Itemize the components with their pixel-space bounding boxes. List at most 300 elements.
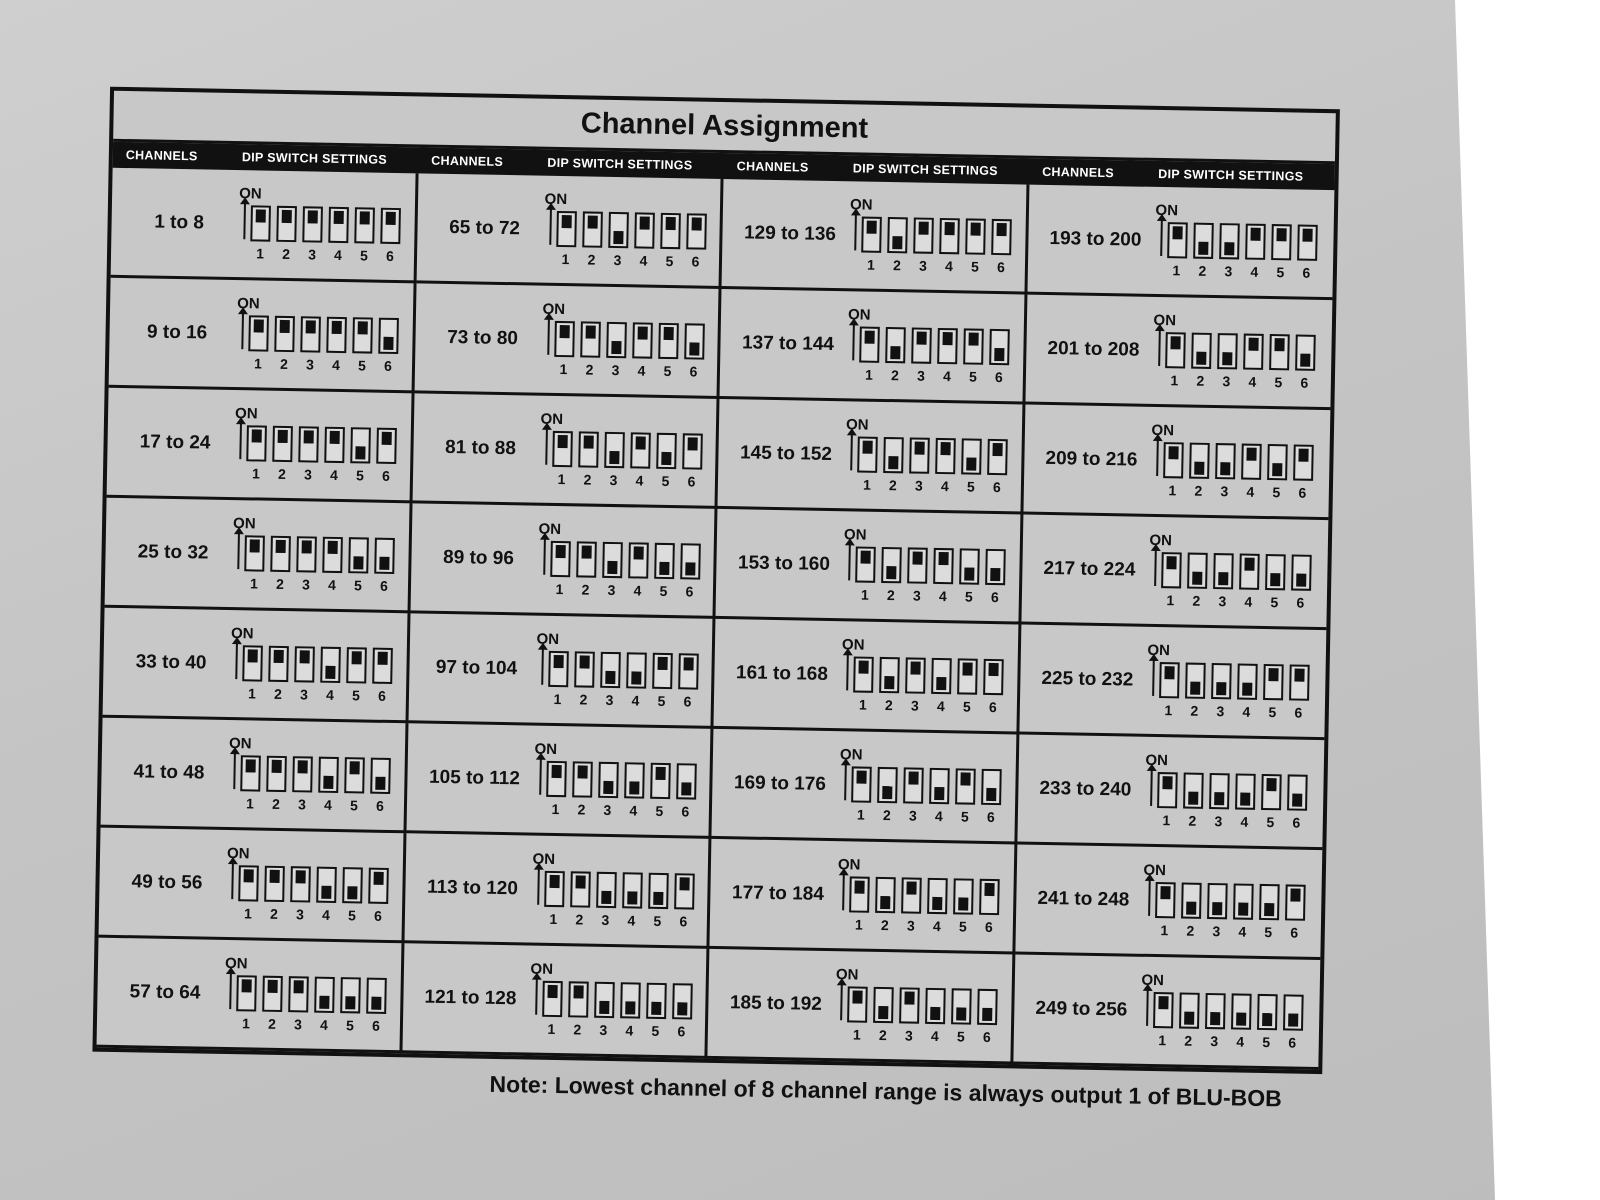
dip-switch-off — [989, 328, 1010, 364]
dip-switch-on — [1289, 664, 1310, 700]
dip-switch-on — [1285, 884, 1306, 920]
switch-number: 1 — [866, 256, 876, 273]
switch-bank — [861, 216, 1012, 255]
switch-bank — [544, 870, 695, 909]
switch-number: 6 — [677, 1022, 686, 1039]
switch-knob — [1168, 446, 1178, 459]
switch-bank — [853, 656, 1004, 695]
switch-knob — [1170, 336, 1180, 349]
switch-numbers — [541, 1020, 691, 1039]
on-label: ON — [230, 624, 254, 642]
switch-knob — [884, 676, 894, 689]
arrow-up-icon — [846, 654, 849, 690]
table-title: Channel Assignment — [113, 91, 1336, 164]
switch-number: 3 — [1224, 262, 1233, 279]
switch-number: 6 — [994, 368, 1003, 385]
switch-numbers — [553, 360, 703, 379]
dip-switch-off — [594, 981, 615, 1017]
switch-bank — [859, 326, 1010, 365]
dip-switch-off — [1179, 992, 1200, 1028]
switch-knob — [910, 661, 920, 674]
dip-switch-off — [1211, 663, 1232, 699]
dip-switch-on — [546, 760, 567, 796]
switch-bank — [851, 766, 1002, 805]
switch-number: 4 — [938, 587, 947, 604]
dip-switch-off — [606, 321, 627, 357]
dip-switch-on — [1245, 223, 1266, 259]
switch-knob — [605, 670, 615, 683]
dip-switch-off — [608, 211, 629, 247]
switch-number: 4 — [327, 576, 337, 593]
switch-number: 1 — [1168, 481, 1177, 498]
switch-number: 6 — [1302, 264, 1311, 281]
switch-bank — [1165, 332, 1316, 371]
dip-switch-on — [911, 327, 932, 363]
switch-knob — [282, 209, 292, 222]
on-label: ON — [1151, 421, 1175, 439]
dip-switch-on — [1293, 444, 1314, 480]
switch-knob — [1184, 1011, 1194, 1024]
dip-switch-off — [622, 872, 643, 908]
switch-knob — [687, 437, 697, 450]
switch-number: 1 — [856, 806, 865, 823]
channel-cell — [99, 828, 406, 944]
dip-switch-on — [983, 658, 1004, 694]
on-label: ON — [534, 740, 558, 758]
dip-switch-off — [881, 546, 902, 582]
arrow-up-icon — [1148, 879, 1151, 915]
switch-knob — [930, 1006, 940, 1019]
channel-assignment-label — [90, 87, 1340, 1189]
switch-knob — [908, 771, 918, 784]
dip-switch-on — [849, 876, 870, 912]
channel-range: 57 to 64 — [129, 980, 201, 1004]
switch-knob — [941, 442, 951, 455]
switch-knob — [982, 1007, 992, 1020]
channel-cell — [404, 833, 711, 949]
dip-switch-on — [674, 873, 695, 909]
switch-knob — [330, 430, 340, 443]
dip-switch-off — [959, 548, 980, 584]
switch-knob — [988, 662, 998, 675]
switch-knob — [960, 772, 970, 785]
switch-knob — [635, 436, 645, 449]
switch-knob — [613, 230, 623, 243]
switch-bank — [238, 865, 389, 904]
switch-number: 4 — [1240, 813, 1249, 830]
switch-number: 1 — [547, 1020, 556, 1037]
switch-numbers — [244, 575, 394, 594]
switch-knob — [663, 326, 673, 339]
switch-knob — [1302, 228, 1312, 241]
switch-number: 3 — [303, 465, 313, 482]
channel-range: 225 to 232 — [1041, 667, 1134, 691]
dip-switch-on — [652, 652, 673, 688]
arrow-up-icon — [243, 203, 246, 239]
switch-number: 5 — [958, 917, 967, 935]
switch-numbers — [847, 1026, 997, 1045]
switch-bank — [1159, 662, 1310, 701]
channel-range: 89 to 96 — [442, 546, 515, 569]
switch-number: 4 — [325, 686, 335, 703]
dip-switch-off — [604, 431, 625, 467]
switch-bank — [855, 546, 1006, 585]
dip-switch-off — [1295, 334, 1316, 370]
switch-knob — [250, 539, 260, 552]
switch-number: 6 — [689, 362, 698, 380]
switch-knob — [984, 882, 994, 895]
dip-switch-off — [953, 878, 974, 914]
switch-number: 5 — [661, 472, 670, 489]
switch-knob — [986, 787, 996, 800]
channels-header: CHANNELS — [1042, 164, 1115, 181]
switch-knob — [919, 221, 929, 234]
dip-switch-off — [927, 877, 948, 913]
switch-number: 6 — [691, 252, 700, 270]
dip-switch-diagram — [833, 960, 1010, 1053]
switch-number: 5 — [1272, 483, 1281, 500]
switch-numbers — [1162, 482, 1312, 501]
channel-range: 81 to 88 — [444, 436, 517, 459]
channel-cell — [414, 283, 721, 399]
switch-number: 2 — [878, 1026, 887, 1043]
switch-knob — [1222, 352, 1232, 365]
switch-knob — [655, 766, 665, 779]
switch-knob — [557, 434, 567, 447]
switch-number: 4 — [944, 257, 954, 274]
dip-switch-on — [296, 536, 317, 572]
switch-number: 1 — [555, 580, 564, 597]
switch-number: 5 — [1274, 373, 1283, 390]
dip-switch-on — [572, 761, 593, 797]
arrow-up-icon — [541, 648, 544, 684]
switch-number: 2 — [585, 360, 594, 378]
switch-knob — [607, 560, 617, 573]
switch-number: 1 — [1170, 371, 1179, 388]
switch-number: 3 — [308, 245, 317, 263]
arrow-up-icon — [229, 973, 232, 1009]
switch-number: 1 — [858, 696, 867, 713]
arrow-up-icon — [549, 208, 552, 244]
switch-number: 5 — [1268, 703, 1277, 720]
switch-knob — [375, 776, 385, 789]
on-label: ON — [1149, 531, 1173, 549]
dip-switch-on — [686, 213, 707, 249]
switch-knob — [629, 781, 639, 794]
switch-knob — [1224, 242, 1234, 255]
switch-numbers — [849, 916, 999, 935]
switch-number: 5 — [657, 692, 666, 709]
switch-number: 2 — [1192, 592, 1201, 609]
channel-cell — [410, 503, 717, 619]
on-label: ON — [544, 190, 568, 208]
dip-switch-on — [290, 866, 311, 902]
arrow-up-icon — [235, 643, 238, 679]
switch-number: 2 — [277, 465, 287, 482]
switch-knob — [691, 217, 701, 230]
switch-knob — [878, 1005, 888, 1018]
switch-knob — [353, 556, 363, 569]
switch-knob — [280, 319, 290, 332]
switch-knob — [579, 655, 589, 668]
switch-number: 6 — [383, 357, 393, 374]
dip-switch-on — [937, 327, 958, 363]
channel-cell — [107, 388, 414, 504]
on-label: ON — [232, 514, 256, 532]
dip-switch-on — [1241, 443, 1262, 479]
assignment-grid — [96, 168, 1334, 1070]
switch-knob — [1216, 682, 1226, 695]
dip-switch-diagram — [527, 954, 704, 1047]
switch-number: 3 — [916, 367, 925, 384]
switch-knob — [1160, 886, 1170, 899]
channel-cell — [721, 179, 1028, 295]
channel-cell — [1013, 954, 1320, 1070]
switch-knob — [300, 650, 310, 663]
dip-switch-on — [570, 871, 591, 907]
switch-number: 5 — [651, 1022, 660, 1039]
dip-switch-off — [1257, 993, 1278, 1029]
dip-switch-off — [1237, 663, 1258, 699]
channel-cell — [709, 839, 1016, 955]
switch-number: 3 — [306, 355, 315, 373]
dip-switch-on — [574, 651, 595, 687]
arrow-up-icon — [1146, 989, 1149, 1025]
dip-switch-diagram — [531, 734, 708, 827]
dip-switch-diagram — [1146, 525, 1323, 618]
switch-knob — [1186, 901, 1196, 914]
switch-number: 4 — [633, 581, 642, 599]
switch-number: 4 — [1244, 593, 1253, 610]
switch-knob — [915, 441, 925, 454]
switch-number: 1 — [557, 470, 566, 487]
switch-knob — [347, 886, 357, 899]
dip-switch-diagram — [1140, 855, 1317, 948]
dip-switch-diagram — [541, 184, 718, 277]
channel-range: 153 to 160 — [737, 551, 831, 575]
switch-knob — [308, 210, 318, 223]
channel-cell — [406, 723, 713, 839]
channel-range: 73 to 80 — [446, 326, 519, 349]
switch-knob — [683, 657, 693, 670]
dip-switch-off — [925, 987, 946, 1023]
dip-switch-off — [887, 217, 908, 253]
switch-knob — [270, 869, 280, 882]
switch-numbers — [1154, 922, 1304, 941]
switch-number: 5 — [351, 686, 361, 703]
switch-numbers — [1152, 1031, 1302, 1050]
dip-switch-off — [598, 761, 619, 797]
switch-number: 1 — [553, 690, 562, 707]
on-label: ON — [835, 965, 859, 984]
switch-knob — [992, 442, 1002, 455]
channels-header: CHANNELS — [125, 148, 198, 164]
dip-switch-on — [238, 865, 259, 901]
dip-switch-settings-header: DIP SWITCH SETTINGS — [852, 161, 998, 179]
switch-knob — [268, 979, 278, 992]
channel-range: 105 to 112 — [428, 766, 521, 789]
switch-number: 6 — [371, 1017, 380, 1034]
channel-range: 41 to 48 — [133, 760, 205, 784]
switch-number: 6 — [377, 687, 387, 704]
channel-range: 201 to 208 — [1047, 337, 1140, 361]
channel-cell — [1019, 625, 1326, 741]
dip-switch-on — [354, 207, 375, 243]
switch-number: 6 — [373, 907, 383, 924]
channel-range: 249 to 256 — [1035, 997, 1128, 1021]
switch-number: 2 — [581, 580, 590, 598]
dip-switch-settings-header: DIP SWITCH SETTINGS — [1158, 166, 1304, 184]
switch-knob — [581, 545, 591, 558]
arrow-up-icon — [545, 428, 548, 464]
switch-knob — [1246, 447, 1256, 460]
switch-knob — [689, 342, 699, 355]
dip-switch-on — [272, 425, 293, 461]
switch-knob — [962, 662, 972, 675]
switch-number: 2 — [892, 256, 902, 273]
dip-switch-on — [847, 986, 868, 1022]
dip-switch-on — [344, 757, 365, 793]
channels-header: CHANNELS — [736, 159, 809, 175]
switch-knob — [906, 881, 916, 894]
switch-knob — [938, 551, 948, 564]
switch-number: 2 — [1190, 702, 1199, 719]
dip-switch-on — [1157, 772, 1178, 808]
switch-number: 6 — [375, 797, 385, 814]
dip-switch-on — [901, 877, 922, 913]
switch-bank — [242, 645, 393, 684]
dip-switch-diagram — [533, 624, 710, 717]
dip-switch-on — [264, 865, 285, 901]
switch-knob — [321, 885, 331, 898]
switch-bank — [847, 986, 998, 1025]
switch-knob — [244, 869, 254, 882]
dip-switch-on — [909, 437, 930, 473]
dip-switch-on — [682, 433, 703, 469]
arrow-up-icon — [1156, 439, 1159, 475]
switch-number: 2 — [880, 916, 889, 933]
switch-number: 6 — [386, 247, 395, 264]
dip-switch-on — [979, 878, 1000, 914]
switch-knob — [319, 995, 329, 1008]
switch-knob — [854, 880, 864, 893]
switch-number: 5 — [970, 258, 979, 275]
switch-number: 6 — [988, 698, 997, 715]
switch-knob — [1296, 573, 1306, 586]
dip-switch-off — [596, 871, 617, 907]
switch-number: 2 — [273, 685, 283, 702]
dip-switch-on — [268, 645, 289, 681]
channels-header: CHANNELS — [431, 153, 504, 169]
switch-number: 4 — [319, 1016, 328, 1033]
switch-knob — [890, 346, 900, 359]
switch-knob — [561, 215, 571, 228]
dip-switch-off — [981, 768, 1002, 804]
arrow-up-icon — [539, 758, 542, 794]
dip-switch-off — [1217, 333, 1238, 369]
dip-switch-on — [300, 316, 321, 352]
switch-knob — [1188, 791, 1198, 804]
switch-knob — [677, 1002, 687, 1015]
dip-switch-on — [380, 207, 401, 243]
switch-knob — [296, 870, 306, 883]
switch-knob — [298, 760, 308, 773]
switch-number: 3 — [904, 1026, 913, 1044]
dip-switch-on — [1167, 222, 1188, 258]
dip-switch-diagram — [234, 289, 411, 382]
switch-knob — [252, 429, 262, 442]
switch-knob — [274, 649, 284, 662]
dip-switch-on — [1263, 663, 1284, 699]
switch-knob — [631, 671, 641, 684]
switch-numbers — [1160, 592, 1310, 611]
channel-cell — [1023, 405, 1330, 521]
dip-switch-on — [544, 870, 565, 906]
switch-number: 3 — [299, 685, 309, 702]
dip-switch-on — [1163, 442, 1184, 478]
switch-knob — [603, 780, 613, 793]
dip-switch-settings-header: DIP SWITCH SETTINGS — [241, 150, 388, 167]
switch-knob — [867, 220, 877, 233]
arrow-up-icon — [241, 313, 244, 349]
dip-switch-off — [885, 326, 906, 362]
dip-switch-on — [903, 767, 924, 803]
switch-numbers — [555, 250, 705, 269]
channel-range: 17 to 24 — [139, 430, 211, 454]
dip-switch-diagram — [230, 509, 407, 602]
switch-number: 6 — [681, 802, 690, 819]
channel-cell — [1027, 185, 1334, 301]
dip-switch-diagram — [529, 844, 706, 937]
switch-number: 1 — [864, 366, 873, 383]
dip-switch-diagram — [1148, 415, 1325, 508]
switch-number: 4 — [329, 466, 339, 483]
note-text: Note: Lowest channel of 8 channel range is always output 1 of BLU-BOB — [489, 1070, 1282, 1112]
channel-range: 1 to 8 — [154, 211, 205, 233]
dip-switch-off — [318, 756, 339, 792]
switch-number: 3 — [1218, 592, 1227, 609]
switch-number: 6 — [1298, 484, 1307, 501]
channel-cell — [408, 613, 715, 729]
switch-number: 3 — [609, 471, 618, 488]
switch-number: 6 — [687, 472, 696, 490]
dip-switch-off — [1209, 772, 1230, 808]
switch-knob — [886, 566, 896, 579]
switch-number: 2 — [1184, 1032, 1193, 1049]
switch-knob — [371, 996, 381, 1009]
dip-switch-on — [552, 430, 573, 466]
switch-number: 3 — [607, 581, 616, 598]
switch-number: 4 — [1246, 483, 1255, 500]
on-label: ON — [845, 415, 869, 434]
switch-bank — [1161, 552, 1312, 591]
dip-switch-on — [352, 317, 373, 353]
dip-switch-off — [366, 977, 387, 1013]
switch-knob — [861, 550, 871, 563]
switch-numbers — [1156, 812, 1306, 831]
switch-numbers — [547, 690, 697, 709]
switch-number: 1 — [247, 684, 257, 702]
switch-knob — [272, 759, 282, 772]
switch-numbers — [853, 696, 1003, 715]
switch-bank — [849, 876, 1000, 915]
switch-knob — [1248, 337, 1258, 350]
dip-switch-off — [1193, 222, 1214, 258]
dip-switch-off — [1213, 553, 1234, 589]
dip-switch-diagram — [222, 948, 399, 1041]
on-label: ON — [1155, 201, 1179, 219]
switch-knob — [892, 236, 902, 249]
